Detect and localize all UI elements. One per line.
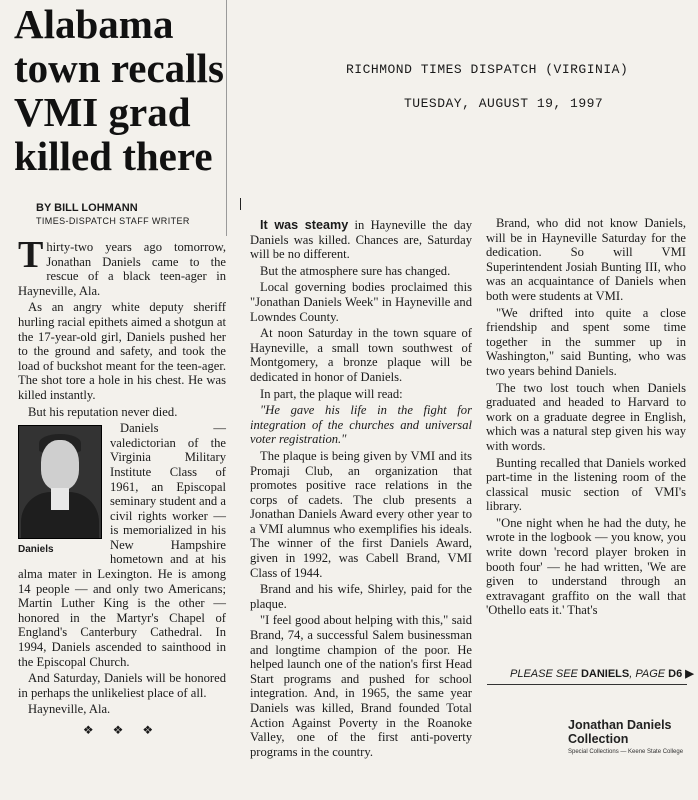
publication-date: TUESDAY, AUGUST 19, 1997 xyxy=(404,96,604,111)
newspaper-source: RICHMOND TIMES DISPATCH (VIRGINIA) xyxy=(346,62,629,77)
paragraph: "I feel good about helping with this," said Brand, 74, a successful Salem businessman and longtime champion of the poor. He helped launch one of the nation's first Head Start programs and pushed for school integration. And, in 1965, the same year Daniels was killed, Brand founded Total Action Against Poverty in the Roanoke Valley, one of the first anti-poverty programs in the country. xyxy=(250,613,472,759)
plaque-quote: "He gave his life in the fight for integration of the churches and universal voter registration." xyxy=(250,403,472,447)
lead-in: It was steamy xyxy=(260,218,349,232)
section-ornament: ❖ ❖ ❖ xyxy=(82,723,162,737)
paragraph: Hayneville, Ala. xyxy=(28,702,111,717)
headline: Alabama town recalls VMI grad killed there xyxy=(14,1,224,179)
divider xyxy=(487,684,687,685)
paragraph: "One night when he had the duty, he wrote in the logbook — you know, you write down 'record player broken in booth four' — he had written, 'We are given to understand through an extravagant graffito on the wall that 'Othello eats it.' That's xyxy=(486,515,686,618)
collection-subtitle: Special Collections — Keene State College xyxy=(568,749,684,755)
paragraph: But his reputation never died. xyxy=(28,404,178,419)
paragraph: Brand, who did not know Daniels, will be in Hayneville Saturday for the dedication. So will VMI Superintendent Josiah Bunting III, who was an acquaintance of Daniels when both were students at VMI. xyxy=(486,216,686,303)
paragraph: Local governing bodies proclaimed this "Jonathan Daniels Week" in Hayneville and Lowndes County. xyxy=(250,280,472,324)
paragraph: The two lost touch when Daniels graduated and headed to Harvard to work on a graduate degree in English, which was a natural step given his way with words. xyxy=(486,380,686,453)
byline: BY BILL LOHMANN xyxy=(36,202,138,214)
jump-reference: PLEASE SEE DANIELS, PAGE D6 ▶ xyxy=(510,668,694,680)
daniels-photo xyxy=(18,425,102,539)
paragraph: Thirty-two years ago tomorrow, Jonathan Daniels came to the rescue of a black teen-ager in Hayneville, Ala. xyxy=(18,234,226,298)
paragraph: Bunting recalled that Daniels worked part-time in the listening room of the classical music section of VMI's library. xyxy=(486,455,686,514)
paragraph: And Saturday, Daniels will be honored in perhaps the unlikeliest place of all. xyxy=(18,671,226,700)
paragraph: But the atmosphere sure has changed. xyxy=(260,263,451,278)
staff-title: TIMES-DISPATCH STAFF WRITER xyxy=(36,216,190,226)
article-column-2 xyxy=(250,218,472,761)
paragraph: Daniels — valedictorian of the Virginia Military Institute Class of 1961, an Episcopal seminary student and a civil rights worker — is memorialized in his New Hampshire hometown and at his alma mater in Lexington. He is among 14 people — and only two Americans; Martin Luther King is the other — honored in the Martyr's Chapel of England's Canterbury Cathedral. In 1994, Daniels ascended to sainthood in the Episcopal Church. xyxy=(18,421,226,669)
paragraph: "We drifted into quite a close friendship and spent some time together in the summer up in Washington," said Bunting, who was two years behind Daniels. xyxy=(486,305,686,378)
paragraph: At noon Saturday in the town square of Hayneville, a small town southwest of Montgomery, a bronze plaque will be dedicated in honor of Daniels. xyxy=(250,326,472,384)
paragraph: As an angry white deputy sheriff hurling racial epithets aimed a shotgun at the 17-year-old girl, Daniels pushed her to the ground and safety, and took the load of buckshot meant for the teen-ager. The shot tore a hole in his chest. He was killed instantly. xyxy=(18,300,226,402)
photo-caption: Daniels xyxy=(18,544,54,556)
article-column-1 xyxy=(18,234,226,738)
paragraph: In part, the plaque will read: xyxy=(260,386,403,401)
paragraph: Brand and his wife, Shirley, paid for the plaque. xyxy=(250,582,472,611)
collection-label: Jonathan Daniels Collection xyxy=(568,718,672,746)
paragraph: The plaque is being given by VMI and its Promaji Club, an organization that promotes positive race relations in the corps of cadets. The club presents a Jonathan Daniels Award every other year to a VMI alumnus who exemplifies his ideals. The winner of the first Daniels Award, given in 1992, was Cabell Brand, VMI Class of 1944. xyxy=(250,448,472,580)
photo-block xyxy=(18,425,104,556)
column-marker xyxy=(240,198,241,210)
column-rule xyxy=(226,0,227,236)
article-column-3 xyxy=(486,216,686,620)
paragraph: in Hayneville the day Daniels was killed. Chances are, Saturday will be no different. xyxy=(250,218,472,262)
